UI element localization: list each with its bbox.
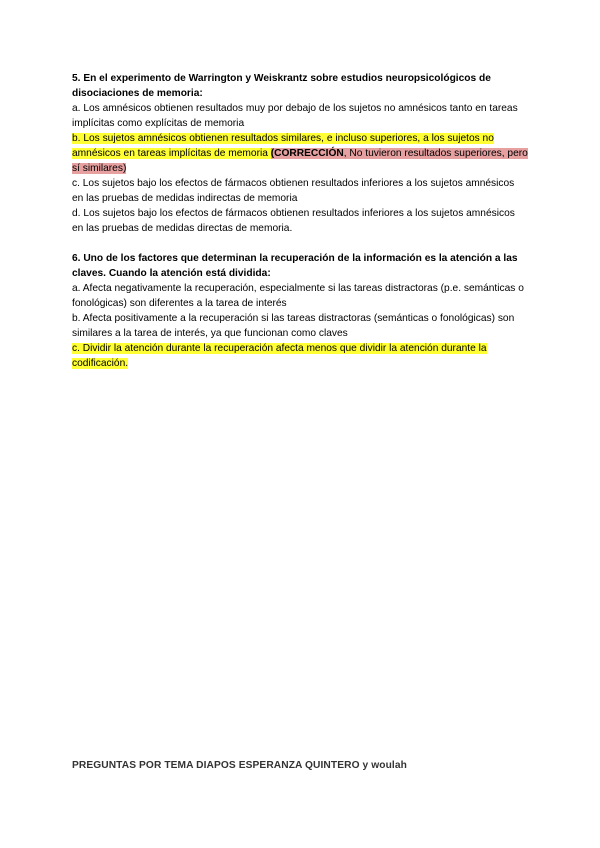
option-b-text: b. Los sujetos amnésicos obtienen resultados similares, e incluso superiores, a los sujetos no amnésicos en tareas implícitas de memoria: [72, 133, 494, 159]
spacer: [72, 236, 528, 251]
correction-text: , No tuvieron resultados superiores, pero sí similares): [72, 148, 528, 174]
option-c-text: c. Dividir la atención durante la recuperación afecta menos que dividir la atención durante la codificación.: [72, 343, 487, 369]
question-6-option-a: a. Afecta negativamente la recuperación, especialmente si las tareas distractoras (p.e. semánticas o fonológicas) son diferentes a la tarea de interés: [72, 283, 524, 309]
question-6-title: 6. Uno de los factores que determinan la recuperación de la información es la atención a las claves. Cuando la atención está dividida:: [72, 253, 518, 279]
question-5-option-c: c. Los sujetos bajo los efectos de fármacos obtienen resultados inferiores a los sujetos amnésicos en las pruebas de medidas indirectas de memoria: [72, 178, 515, 204]
question-5-option-d: d. Los sujetos bajo los efectos de fármacos obtienen resultados inferiores a los sujetos amnésicos en las pruebas de medidas directas de memoria.: [72, 208, 515, 234]
question-5-option-a: a. Los amnésicos obtienen resultados muy por debajo de los sujetos no amnésicos tanto en tareas implícitas como explícitas de memoria: [72, 103, 518, 129]
question-6-option-c: [72, 341, 528, 371]
page-footer: PREGUNTAS POR TEMA DIAPOS ESPERANZA QUINTERO y woulah: [72, 760, 407, 771]
question-5-title: 5. En el experimento de Warrington y Weiskrantz sobre estudios neuropsicológicos de disociaciones de memoria:: [72, 73, 491, 99]
document-body: [72, 71, 528, 371]
question-5-option-b: [72, 131, 528, 176]
question-6-option-b: b. Afecta positivamente a la recuperación si las tareas distractoras (semánticas o fonológicas) son similares a la tarea de interés, ya que funcionan como claves: [72, 313, 515, 339]
correction-label: (CORRECCIÓN: [270, 148, 344, 159]
